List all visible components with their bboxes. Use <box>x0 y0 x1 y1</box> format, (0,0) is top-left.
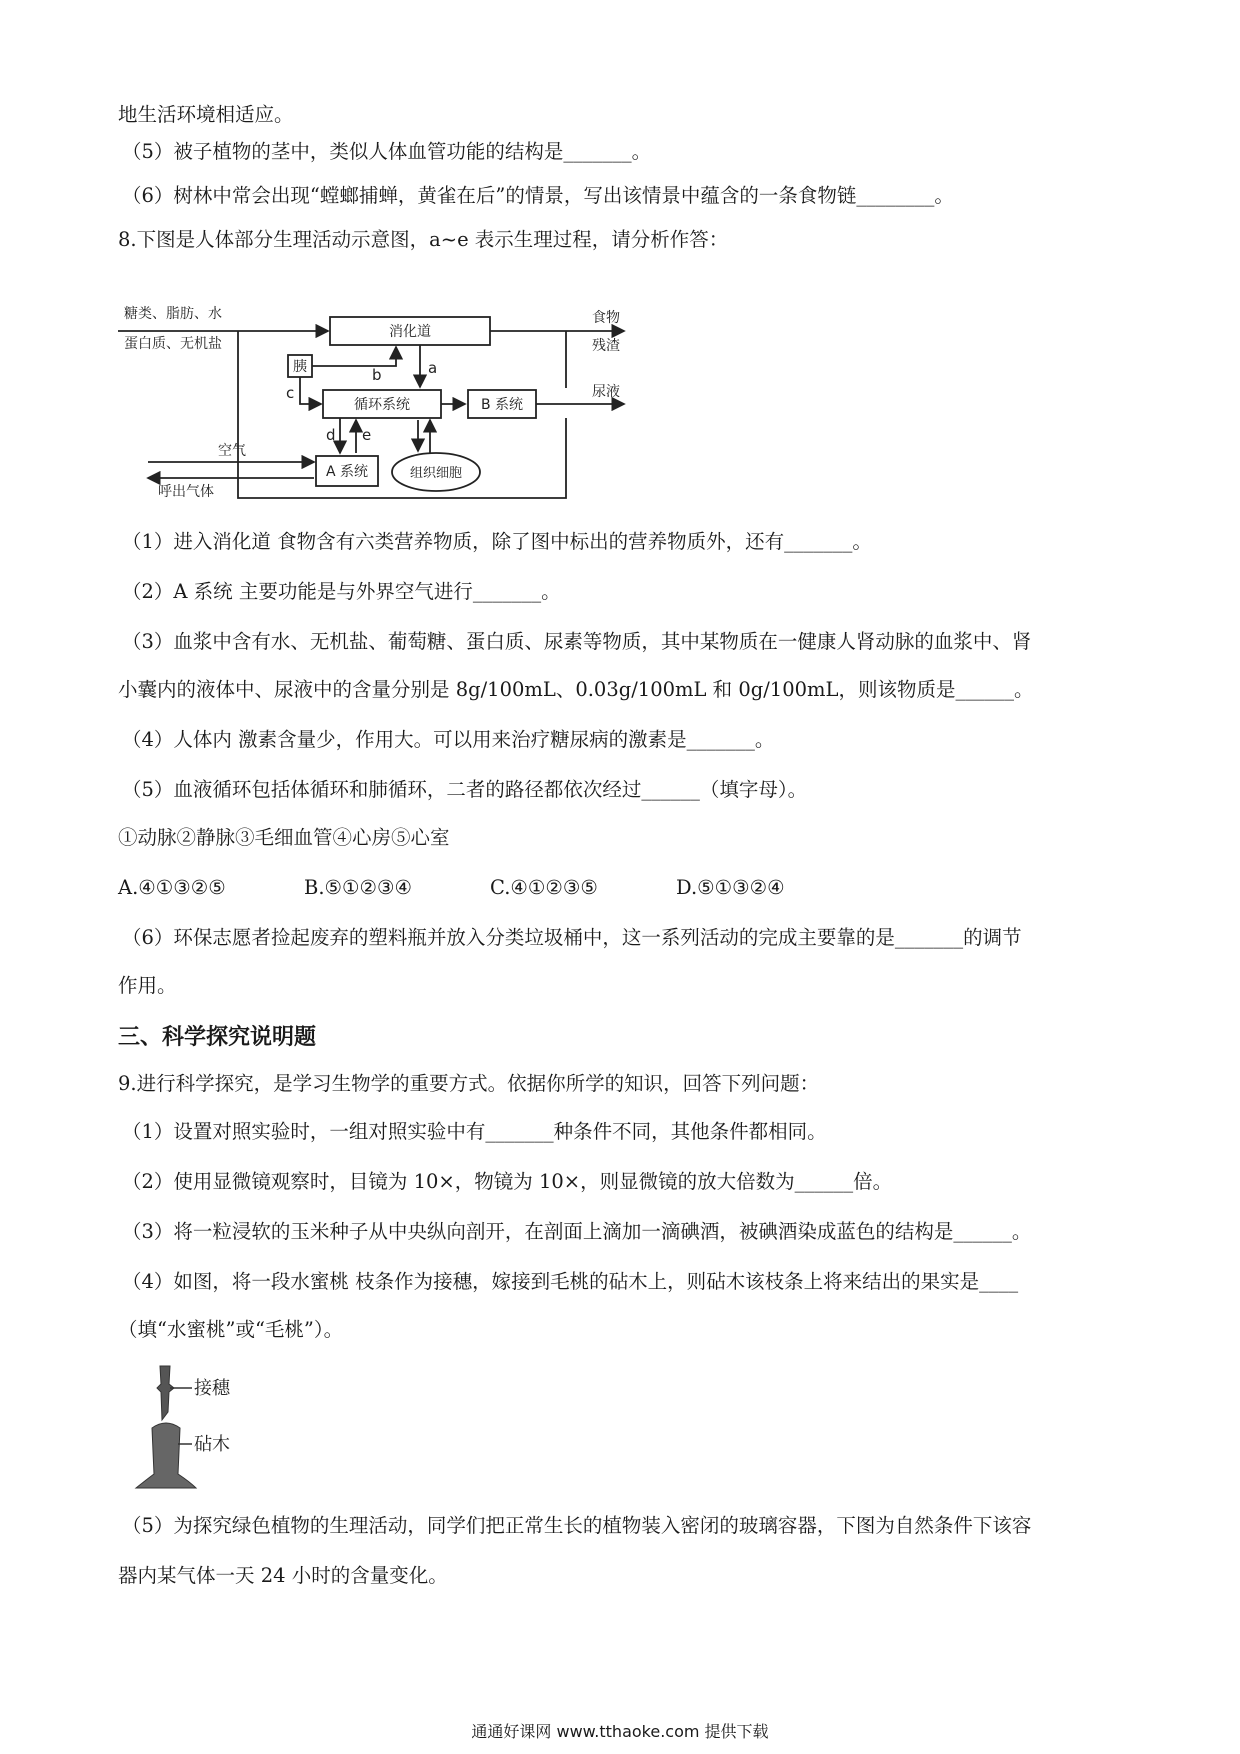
question-8-5: （5）血液循环包括体循环和肺循环，二者的路径都依次经过______（填字母）。 <box>122 778 808 801</box>
exhaled-gas-label: 呼出气体 <box>158 484 214 500</box>
question-9-3: （3）将一粒浸软的玉米种子从中央纵向剖开，在剖面上滴加一滴碘酒，被碘酒染成蓝色的结构是______。 <box>122 1220 1032 1243</box>
question-8-3-cont: 小囊内的液体中、尿液中的含量分别是 8g/100mL、0.03g/100mL 和 0g/100mL，则该物质是______。 <box>118 678 1034 701</box>
question-9-5: （5）为探究绿色植物的生理活动，同学们把正常生长的植物装入密闭的玻璃容器，下图为自然条件下该容 <box>122 1514 1032 1537</box>
circulatory-system-label: 循环系统 <box>354 397 410 413</box>
scion-label: 接穗 <box>194 1378 230 1399</box>
question-9-4: （4）如图，将一段水蜜桃 枝条作为接穗，嫁接到毛桃的砧木上，则砧木该枝条上将来结出的果实是____ <box>122 1270 1019 1293</box>
b-system-label: B 系统 <box>480 397 524 413</box>
question-8-6: （6）环保志愿者捡起废弃的塑料瓶并放入分类垃圾桶中，这一系列活动的完成主要靠的是_______的调节 <box>122 926 1022 949</box>
air-label: 空气 <box>218 443 246 459</box>
question-8-stem: 8.下图是人体部分生理活动示意图，a~e 表示生理过程，请分析作答： <box>118 228 729 251</box>
nutrients-top-label: 糖类、脂肪、水 <box>124 306 222 322</box>
section-heading: 三、科学探究说明题 <box>118 1025 317 1050</box>
food-residue-label-2: 残渣 <box>592 338 620 354</box>
option-d: D.⑤①③②④ <box>676 876 785 899</box>
option-a: A.④①③②⑤ <box>118 876 226 899</box>
urine-label: 尿液 <box>592 384 620 400</box>
question-8-1: （1）进入消化道 食物含有六类营养物质，除了图中标出的营养物质外，还有_______。 <box>122 530 872 553</box>
rootstock-label: 砧木 <box>194 1434 230 1455</box>
question-8-3: （3）血浆中含有水、无机盐、葡萄糖、蛋白质、尿素等物质，其中某物质在一健康人肾动脉的血浆中、肾 <box>122 630 1032 653</box>
question-8-4: （4）人体内 激素含量少，作用大。可以用来治疗糖尿病的激素是_______。 <box>122 728 775 751</box>
pancreas-label: 胰 <box>293 359 307 375</box>
option-c: C.④①②③⑤ <box>490 876 598 899</box>
digestive-tract-label: 消化道 <box>389 324 431 340</box>
question-8-5-options <box>118 874 862 902</box>
tissue-cells-label: 组织细胞 <box>409 466 463 481</box>
rootstock-trunk <box>136 1423 196 1488</box>
nutrients-bottom-label: 蛋白质、无机盐 <box>124 336 222 352</box>
process-d-label: d <box>326 426 336 444</box>
text-line: 地生活环境相适应。 <box>118 103 294 126</box>
page-footer: 通通好课网 www.tthaoke.com 提供下载 <box>471 1722 769 1741</box>
question-7-6: （6）树林中常会出现“螳螂捕蝉，黄雀在后”的情景，写出该情景中蕴含的一条食物链________。 <box>122 184 954 207</box>
scion-branch <box>157 1366 174 1420</box>
option-b: B.⑤①②③④ <box>304 876 412 899</box>
question-9-5-cont: 器内某气体一天 24 小时的含量变化。 <box>118 1564 448 1587</box>
question-8-6-cont: 作用。 <box>118 974 177 997</box>
question-8-2: （2）A 系统 主要功能是与外界空气进行_______。 <box>122 580 561 603</box>
question-8-5-items: ①动脉②静脉③毛细血管④心房⑤心室 <box>118 826 450 849</box>
process-b-label: b <box>372 366 382 384</box>
process-c-label: c <box>286 384 295 402</box>
process-e-label: e <box>362 426 372 444</box>
process-a-label: a <box>428 359 438 377</box>
question-9-1: （1）设置对照实验时，一组对照实验中有_______种条件不同，其他条件都相同。 <box>122 1120 827 1143</box>
question-9-stem: 9.进行科学探究，是学习生物学的重要方式。依据你所学的知识，回答下列问题： <box>118 1072 820 1095</box>
question-7-5: （5）被子植物的茎中，类似人体血管功能的结构是_______。 <box>122 140 652 163</box>
grafting-illustration <box>130 1362 260 1492</box>
physiology-diagram <box>118 300 638 510</box>
question-9-2: （2）使用显微镜观察时，目镜为 10×，物镜为 10×，则显微镜的放大倍数为______倍。 <box>122 1170 893 1193</box>
food-residue-label-1: 食物 <box>592 310 620 326</box>
question-9-4-cont: （填“水蜜桃”或“毛桃”）。 <box>118 1318 344 1341</box>
a-system-label: A 系统 <box>325 464 369 480</box>
